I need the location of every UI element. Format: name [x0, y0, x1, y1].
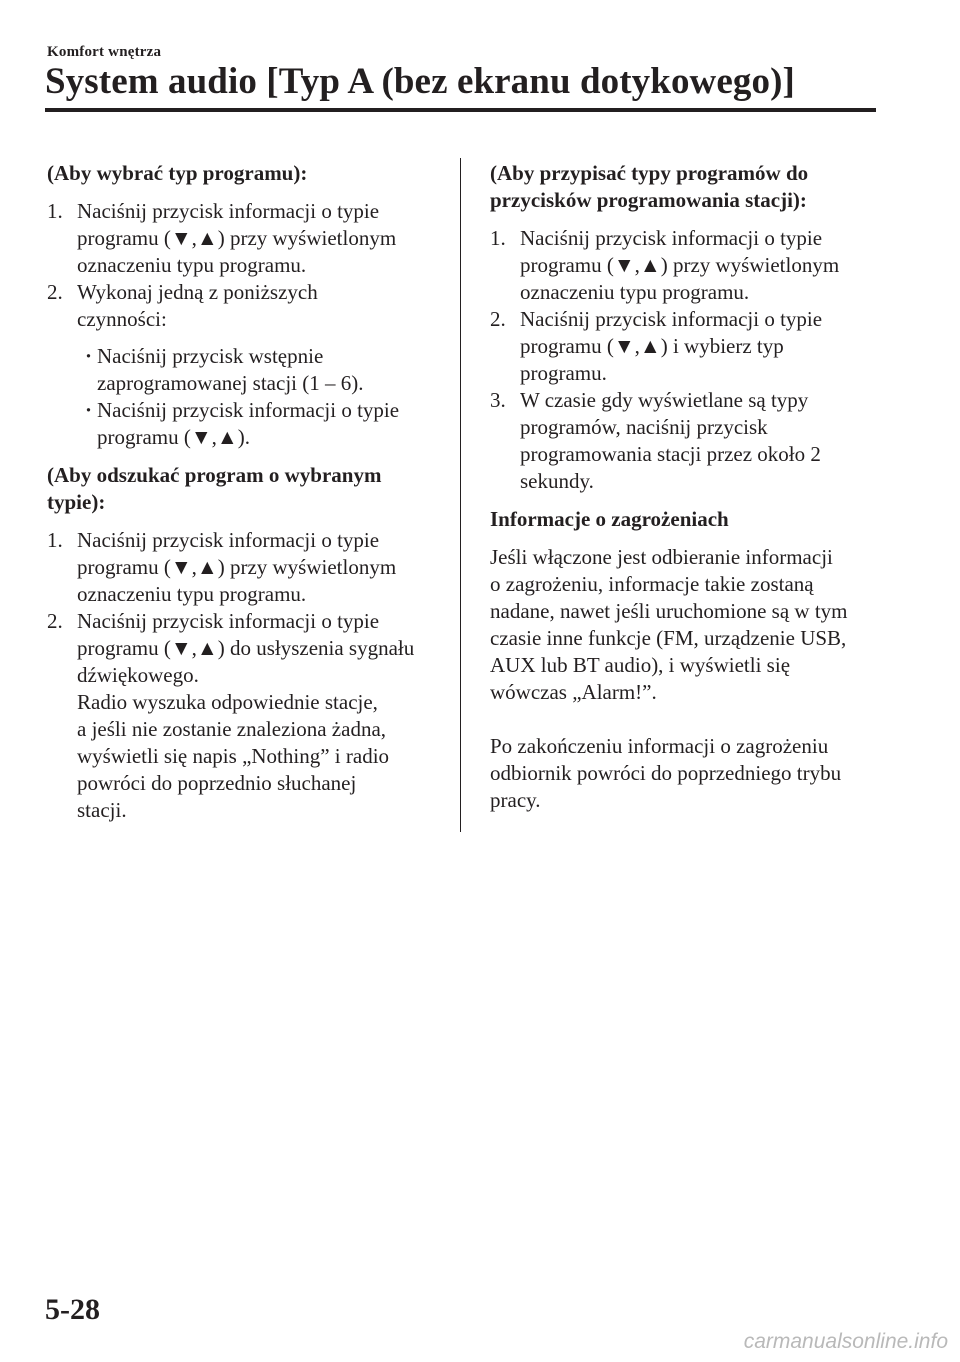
step-text: Naciśnij przycisk informacji o typie [520, 226, 823, 250]
step-text: Naciśnij przycisk informacji o typie [77, 199, 380, 223]
step-text: Wykonaj jedną z poniższych [77, 280, 318, 304]
step-text: oznaczeniu typu programu. [77, 253, 307, 277]
bullet-item [47, 343, 435, 397]
step-2 [490, 306, 878, 387]
step-2 [47, 608, 435, 824]
step-text: oznaczeniu typu programu. [77, 582, 307, 606]
step-1 [47, 198, 435, 279]
left-column [47, 160, 435, 824]
page-number: 5-28 [45, 1293, 100, 1326]
step-text: programu (▼,▲) przy wyświetlonym [77, 226, 397, 250]
step-text: programu (▼,▲) i wybierz typ [520, 334, 784, 358]
step-text: stacji. [77, 798, 127, 822]
bullet-dot: · [85, 344, 93, 368]
step-number: 1. [47, 528, 63, 552]
step-number: 2. [490, 307, 506, 331]
paragraph-line: nadane, nawet jeśli uruchomione są w tym [490, 599, 848, 623]
column-divider [460, 158, 461, 832]
paragraph-line: pracy. [490, 788, 541, 812]
step-text: W czasie gdy wyświetlane są typy [520, 388, 809, 412]
chapter-title: System audio [Typ A (bez ekranu dotykowego)] [45, 61, 795, 102]
step-text: programu. [520, 361, 607, 385]
bullet-text: Naciśnij przycisk wstępnie [97, 344, 324, 368]
step-text: dźwiękowego. [77, 663, 199, 687]
step-number: 3. [490, 388, 506, 412]
step-number: 2. [47, 280, 63, 304]
step-number: 2. [47, 609, 63, 633]
paragraph-line: o zagrożeniu, informacje takie zostaną [490, 572, 814, 596]
paragraph-line: czasie inne funkcje (FM, urządzenie USB, [490, 626, 847, 650]
step-3 [490, 387, 878, 495]
step-text: sekundy. [520, 469, 594, 493]
step-text: powróci do poprzednio słuchanej [77, 771, 357, 795]
step-text: programu (▼,▲) do usłyszenia sygnału [77, 636, 415, 660]
heading-line: (Aby odszukać program o wybranym [47, 463, 382, 487]
right-column [490, 160, 878, 825]
bullet-text: zaprogramowanej stacji (1 – 6). [97, 371, 364, 395]
heading-line: typie): [47, 490, 106, 514]
step-text: programów, naciśnij przycisk [520, 415, 768, 439]
paragraph-line: wówczas „Alarm!”. [490, 680, 657, 704]
watermark[interactable]: carmanualsonline.info [743, 1330, 948, 1353]
section-label: Komfort wnętrza [47, 44, 162, 60]
heading-threat-information: Informacje o zagrożeniach [490, 507, 729, 531]
step-text: Naciśnij przycisk informacji o typie [77, 528, 380, 552]
heading-line: (Aby przypisać typy programów do [490, 161, 809, 185]
bullet-list [47, 343, 435, 451]
step-text: oznaczeniu typu programu. [520, 280, 750, 304]
paragraph-line: AUX lub BT audio), i wyświetli się [490, 653, 791, 677]
title-rule [45, 108, 876, 112]
bullet-text: programu (▼,▲). [97, 425, 250, 449]
step-text: czynności: [77, 307, 167, 331]
paragraph-line: odbiornik powróci do poprzedniego trybu [490, 761, 842, 785]
step-number: 1. [47, 199, 63, 223]
bullet-dot: · [85, 398, 93, 422]
step-1 [490, 225, 878, 306]
bullet-text: Naciśnij przycisk informacji o typie [97, 398, 400, 422]
step-text: programu (▼,▲) przy wyświetlonym [77, 555, 397, 579]
step-number: 1. [490, 226, 506, 250]
step-text: Naciśnij przycisk informacji o typie [77, 609, 380, 633]
paragraph-line: Po zakończeniu informacji o zagrożeniu [490, 734, 829, 758]
heading-line: przycisków programowania stacji): [490, 188, 807, 212]
step-2 [47, 279, 435, 333]
step-text: programu (▼,▲) przy wyświetlonym [520, 253, 840, 277]
step-text: Radio wyszuka odpowiednie stacje, [77, 690, 378, 714]
heading-select-program-type: (Aby wybrać typ programu): [47, 161, 308, 185]
step-text: a jeśli nie zostanie znaleziona żadna, [77, 717, 387, 741]
heading-assign-program-types [490, 160, 878, 214]
paragraph-alarm [490, 544, 878, 706]
step-text: wyświetli się napis „Nothing” i radio [77, 744, 390, 768]
step-text: programowania stacji przez około 2 [520, 442, 821, 466]
step-text: Naciśnij przycisk informacji o typie [520, 307, 823, 331]
bullet-item [47, 397, 435, 451]
paragraph-after-alarm [490, 733, 878, 814]
paragraph-line: Jeśli włączone jest odbieranie informacji [490, 545, 833, 569]
heading-search-program [47, 462, 435, 516]
step-1 [47, 527, 435, 608]
